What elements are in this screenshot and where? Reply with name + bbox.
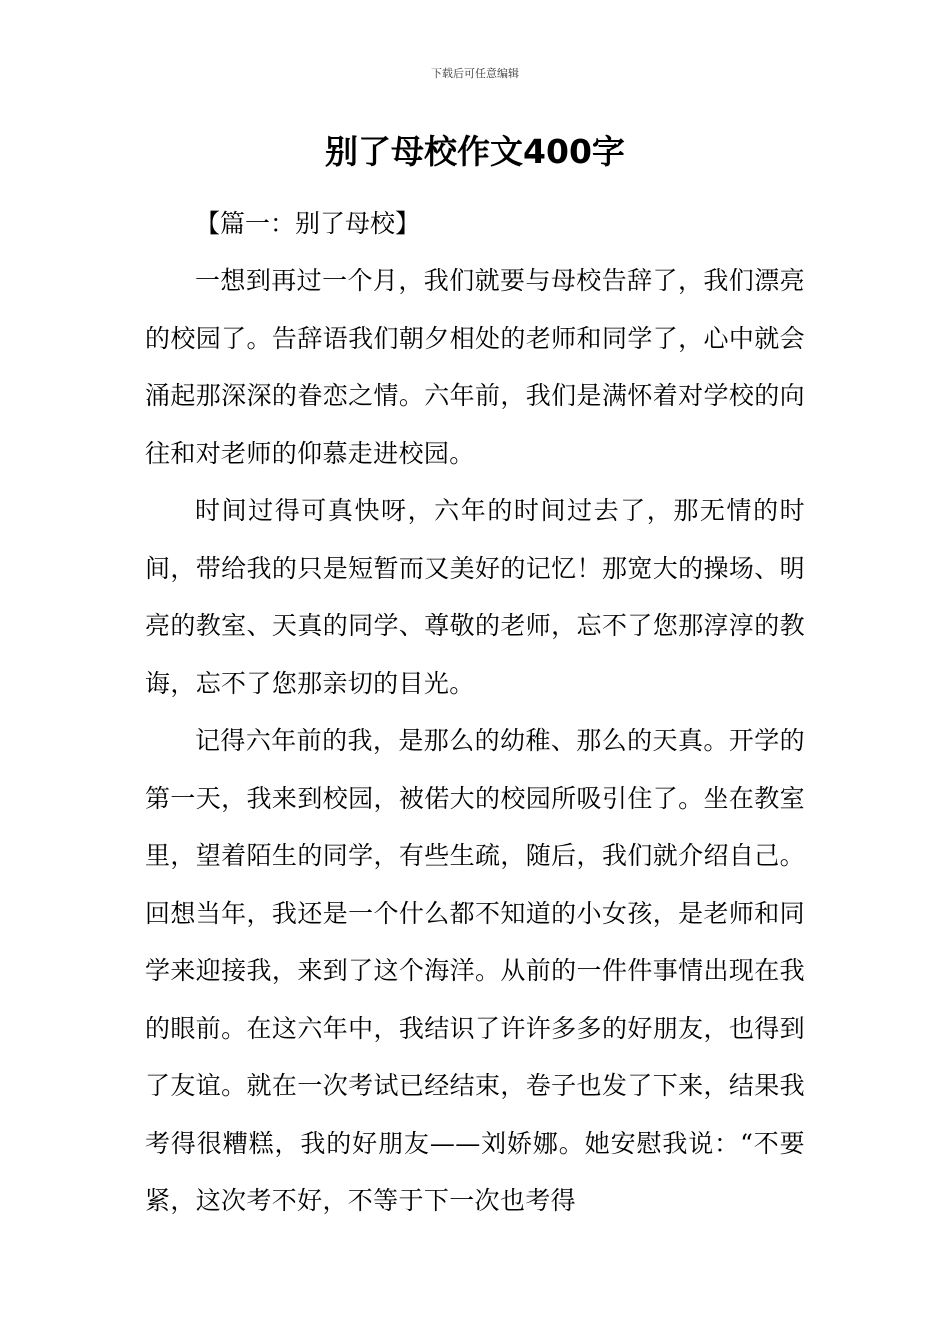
- paragraph-3: 记得六年前的我，是那么的幼稚、那么的天真。开学的第一天，我来到校园，被偌大的校园所吸引住了。坐在教室里，望着陌生的同学，有些生疏，随后，我们就介绍自己。回想当年，我还是一个什么都不知道的小女孩，是老师和同学来迎接我，来到了这个海洋。从前的一件件事情出现在我的眼前。在这六年中，我结识了许许多多的好朋友，也得到了友谊。就在一次考试已经结束，卷子也发了下来，结果我考得很糟糕，我的好朋友——刘娇娜。她安慰我说：“不要紧，这次考不好，不等于下一次也考得: [145, 726, 805, 1215]
- document-title: 别了母校作文400字: [325, 132, 625, 171]
- section-heading: 【篇一：别了母校】: [195, 209, 421, 238]
- header-note: 下载后可任意编辑: [431, 67, 519, 80]
- paragraph-2: 时间过得可真快呀，六年的时间过去了，那无情的时间，带给我的只是短暂而又美好的记忆！那宽大的操场、明亮的教室、天真的同学、尊敬的老师，忘不了您那淳淳的教诲，忘不了您那亲切的目光。: [145, 496, 805, 698]
- document-body: [145, 195, 805, 1230]
- paragraph-1: 一想到再过一个月，我们就要与母校告辞了，我们漂亮的校园了。告辞语我们朝夕相处的老师和同学了，心中就会涌起那深深的眷恋之情。六年前，我们是满怀着对学校的向往和对老师的仰慕走进校园。: [145, 266, 805, 468]
